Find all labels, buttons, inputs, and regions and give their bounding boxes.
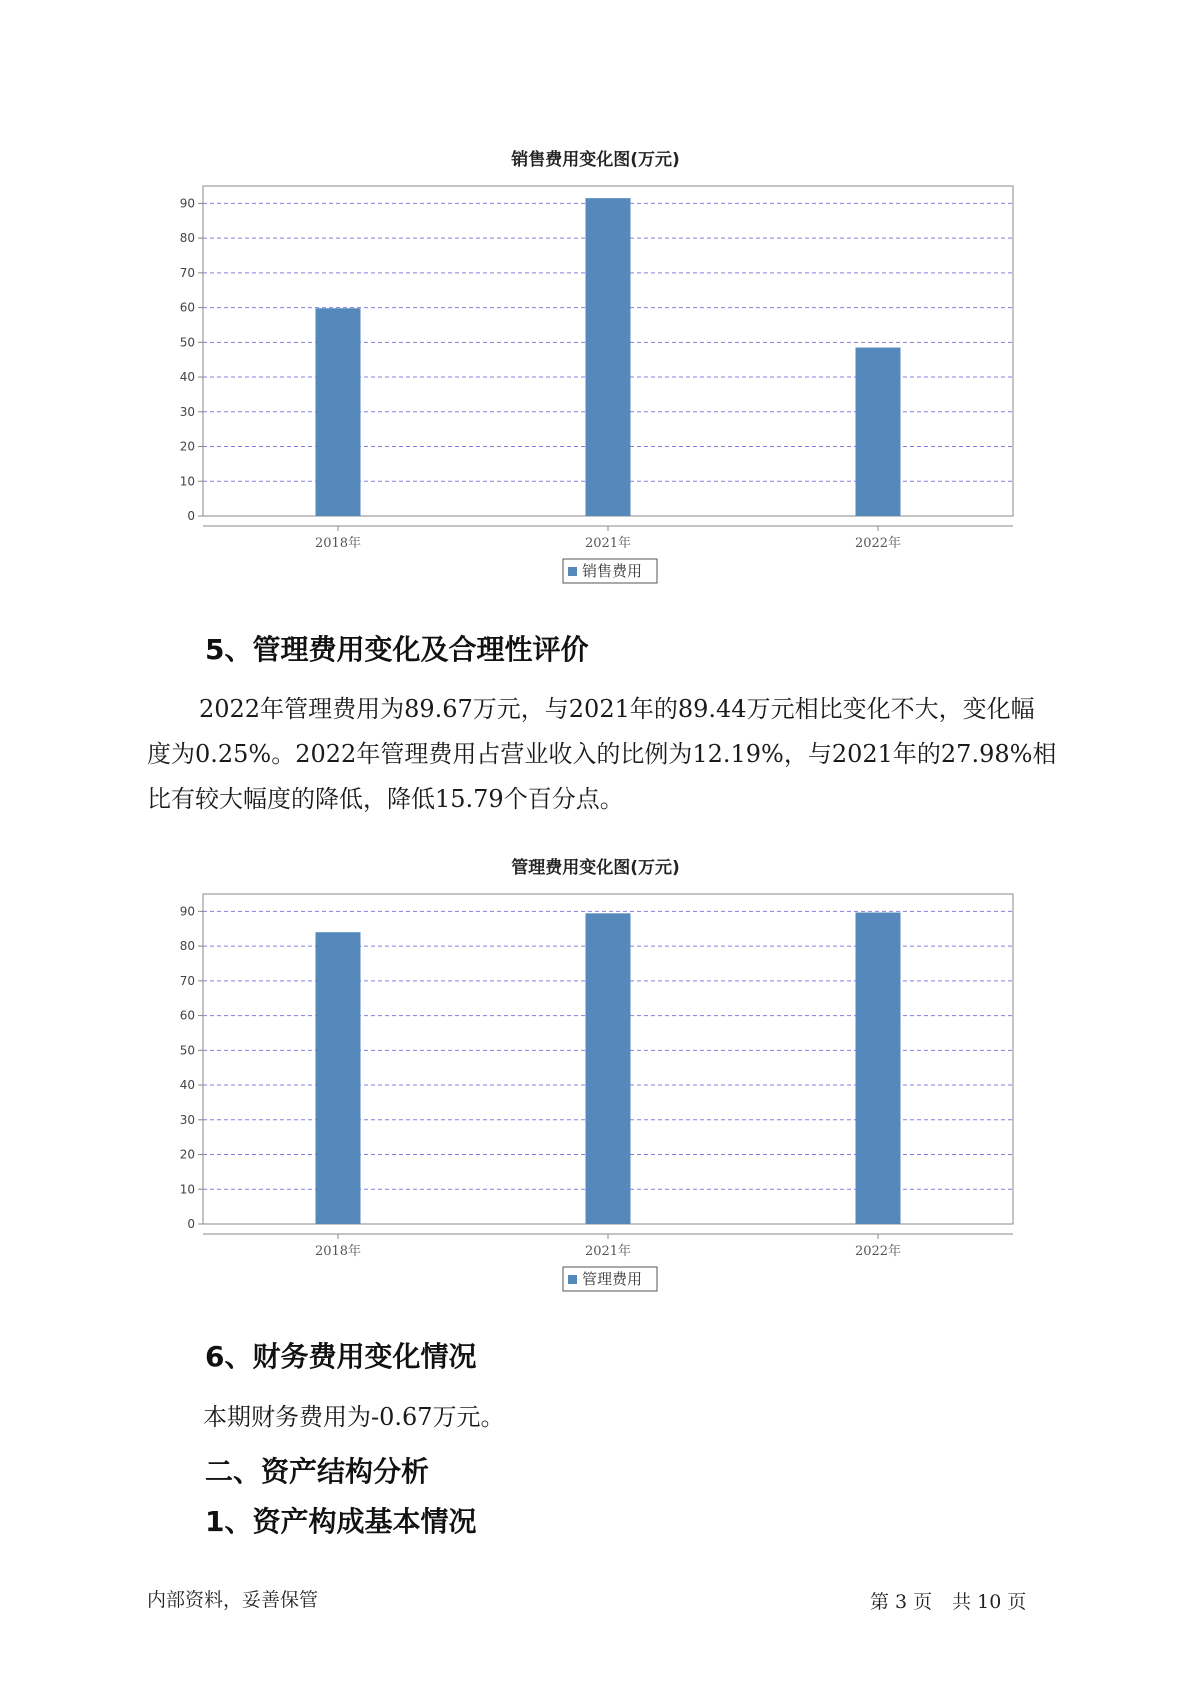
total-pages: 10 bbox=[977, 1591, 1002, 1613]
page-prefix: 第 bbox=[870, 1591, 890, 1613]
legend-swatch bbox=[568, 567, 577, 576]
bar bbox=[856, 348, 901, 516]
legend-label: 销售费用 bbox=[582, 562, 643, 580]
asset-structure-heading: 二、资产结构分析 bbox=[205, 1455, 430, 1488]
bar bbox=[856, 913, 901, 1224]
x-tick-label: 2018年 bbox=[314, 1244, 362, 1259]
y-tick-label: 10 bbox=[179, 474, 195, 489]
y-tick-label: 40 bbox=[179, 370, 195, 385]
y-tick-label: 10 bbox=[179, 1182, 195, 1197]
fin-expense-heading: 6、财务费用变化情况 bbox=[205, 1340, 477, 1373]
page-unit: 页 bbox=[913, 1591, 933, 1613]
y-tick-label: 60 bbox=[179, 1008, 195, 1023]
bar bbox=[316, 932, 361, 1224]
y-tick-label: 20 bbox=[179, 439, 195, 454]
legend-label: 管理费用 bbox=[582, 1270, 643, 1288]
sales-expense-chart bbox=[0, 180, 1191, 600]
y-tick-label: 80 bbox=[179, 939, 195, 954]
total-unit: 页 bbox=[1007, 1591, 1027, 1613]
page-number: 3 bbox=[895, 1591, 908, 1613]
y-tick-label: 20 bbox=[179, 1147, 195, 1162]
mgmt-chart-title: 管理费用变化图(万元) bbox=[511, 858, 680, 878]
x-tick-label: 2021年 bbox=[584, 1244, 632, 1259]
x-tick-label: 2021年 bbox=[584, 536, 632, 551]
y-tick-label: 60 bbox=[179, 300, 195, 315]
y-tick-label: 40 bbox=[179, 1078, 195, 1093]
total-prefix: 共 bbox=[952, 1591, 972, 1613]
y-tick-label: 50 bbox=[179, 1043, 195, 1058]
bar bbox=[586, 913, 631, 1224]
y-tick-label: 90 bbox=[179, 196, 195, 211]
y-tick-label: 30 bbox=[179, 1112, 195, 1127]
y-tick-label: 50 bbox=[179, 335, 195, 350]
x-tick-label: 2022年 bbox=[854, 536, 902, 551]
y-tick-label: 80 bbox=[179, 231, 195, 246]
y-tick-label: 90 bbox=[179, 904, 195, 919]
y-tick-label: 0 bbox=[187, 509, 195, 523]
asset-composition-heading: 1、资产构成基本情况 bbox=[205, 1505, 477, 1538]
page-indicator bbox=[870, 1587, 1032, 1614]
y-tick-label: 30 bbox=[179, 404, 195, 419]
y-tick-label: 0 bbox=[187, 1217, 195, 1231]
bar bbox=[586, 198, 631, 516]
confidential-notice: 内部资料，妥善保管 bbox=[147, 1589, 319, 1611]
legend-swatch bbox=[568, 1275, 577, 1284]
sales-chart-title: 销售费用变化图(万元) bbox=[511, 150, 680, 170]
mgmt-expense-paragraph: 2022年管理费用为89.67万元，与2021年的89.44万元相比变化不大，变化幅度为0.25%。2022年管理费用占营业收入的比例为12.19%，与2021年的27.98%相比有较大幅度的降低，降低15.79个百分点。 bbox=[147, 695, 1057, 813]
y-tick-label: 70 bbox=[179, 265, 195, 280]
y-tick-label: 70 bbox=[179, 973, 195, 988]
x-tick-label: 2022年 bbox=[854, 1244, 902, 1259]
mgmt-expense-chart bbox=[0, 888, 1191, 1308]
bar bbox=[316, 308, 361, 516]
x-tick-label: 2018年 bbox=[314, 536, 362, 551]
fin-expense-paragraph: 本期财务费用为-0.67万元。 bbox=[203, 1403, 505, 1431]
mgmt-expense-heading: 5、管理费用变化及合理性评价 bbox=[205, 633, 589, 666]
